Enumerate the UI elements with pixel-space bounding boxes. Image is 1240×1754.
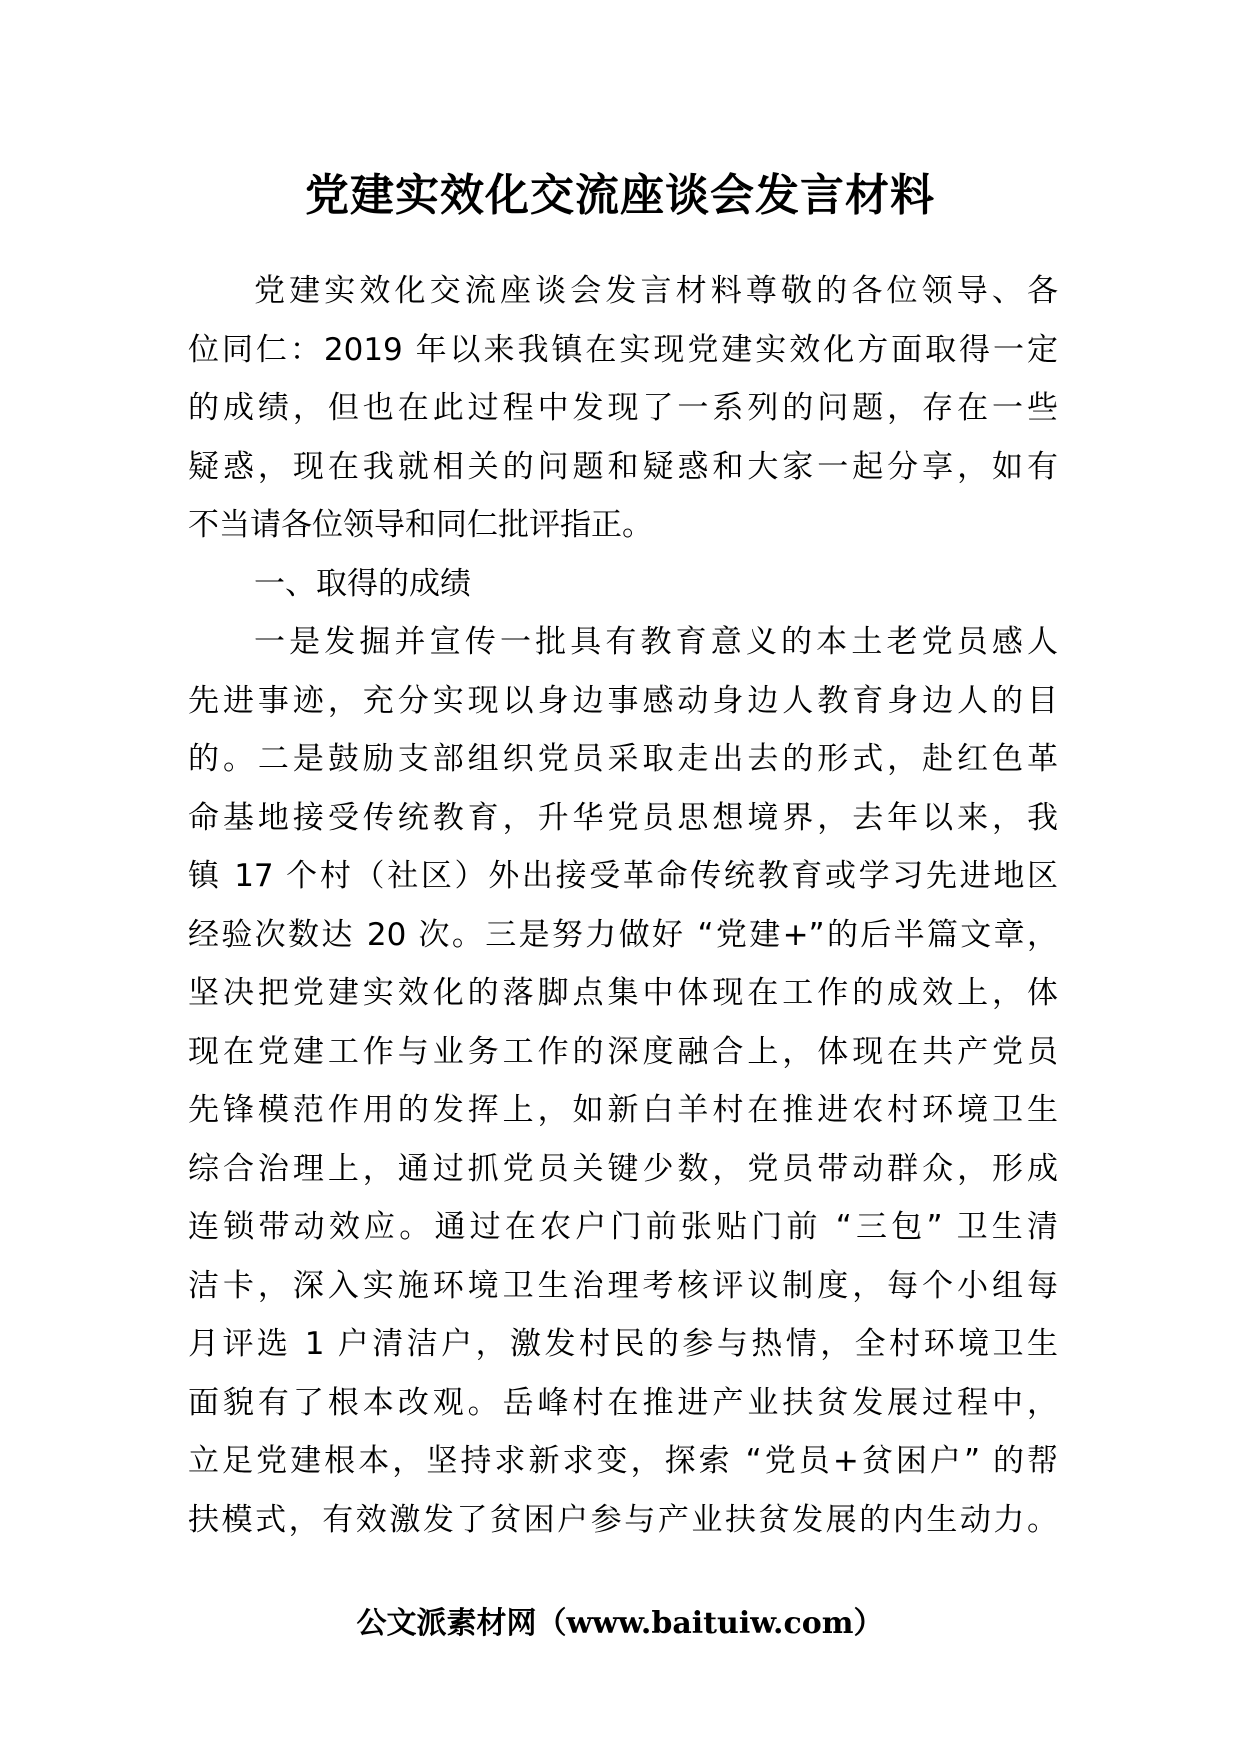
document-body [188, 262, 1058, 1549]
paragraph-line: 一是发掘并宣传一批具有教育意义的本土老党员感人 [254, 624, 1058, 660]
paragraph-line: 连锁带动效应。通过在农户门前张贴门前 “三包” 卫生清 [188, 1209, 1058, 1245]
paragraph-line: 先锋模范作用的发挥上，如新白羊村在推进农村环境卫生 [188, 1092, 1058, 1128]
paragraph-line: 立足党建根本，坚持求新求变，探索 “党员+贫困户” 的帮 [188, 1443, 1058, 1479]
footer-watermark: 公文派素材网（www.baituiw.com） [356, 1606, 884, 1641]
paragraph-line: 现在党建工作与业务工作的深度融合上，体现在共产党员 [188, 1033, 1058, 1070]
paragraph-line: 镇 17 个村（社区）外出接受革命传统教育或学习先进地区 [188, 858, 1058, 894]
paragraph-line: 命基地接受传统教育，升华党员思想境界，去年以来，我 [188, 799, 1058, 836]
paragraph-line: 面貌有了根本改观。岳峰村在推进产业扶贫发展过程中， [188, 1384, 1058, 1421]
paragraph-line: 洁卡，深入实施环境卫生治理考核评议制度，每个小组每 [188, 1267, 1058, 1304]
paragraph-line: 坚决把党建实效化的落脚点集中体现在工作的成效上，体 [188, 975, 1058, 1011]
paragraph-line: 月评选 1 户清洁户，激发村民的参与热情，全村环境卫生 [188, 1326, 1058, 1362]
section-heading: 一、取得的成绩 [254, 565, 471, 602]
paragraph-line: 经验次数达 20 次。三是努力做好 “党建+”的后半篇文章， [188, 916, 1058, 953]
document-title: 党建实效化交流座谈会发言材料 [305, 170, 935, 221]
paragraph-line: 综合治理上，通过抓党员关键少数，党员带动群众，形成 [188, 1150, 1058, 1187]
paragraph-line: 的。二是鼓励支部组织党员采取走出去的形式，赴红色革 [188, 741, 1058, 777]
paragraph-line: 的成绩，但也在此过程中发现了一系列的问题，存在一些 [188, 390, 1058, 426]
paragraph-line: 先进事迹，充分实现以身边事感动身边人教育身边人的目 [188, 682, 1058, 719]
paragraph-line: 疑惑，现在我就相关的问题和疑惑和大家一起分享，如有 [188, 448, 1058, 485]
paragraph-line: 位同仁：2019 年以来我镇在实现党建实效化方面取得一定 [188, 331, 1058, 368]
paragraph-line: 党建实效化交流座谈会发言材料尊敬的各位领导、各 [254, 273, 1058, 309]
paragraph-line: 不当请各位领导和同仁批评指正。 [188, 507, 653, 543]
paragraph-line: 扶模式，有效激发了贫困户参与产业扶贫发展的内生动力。 [188, 1501, 1058, 1538]
